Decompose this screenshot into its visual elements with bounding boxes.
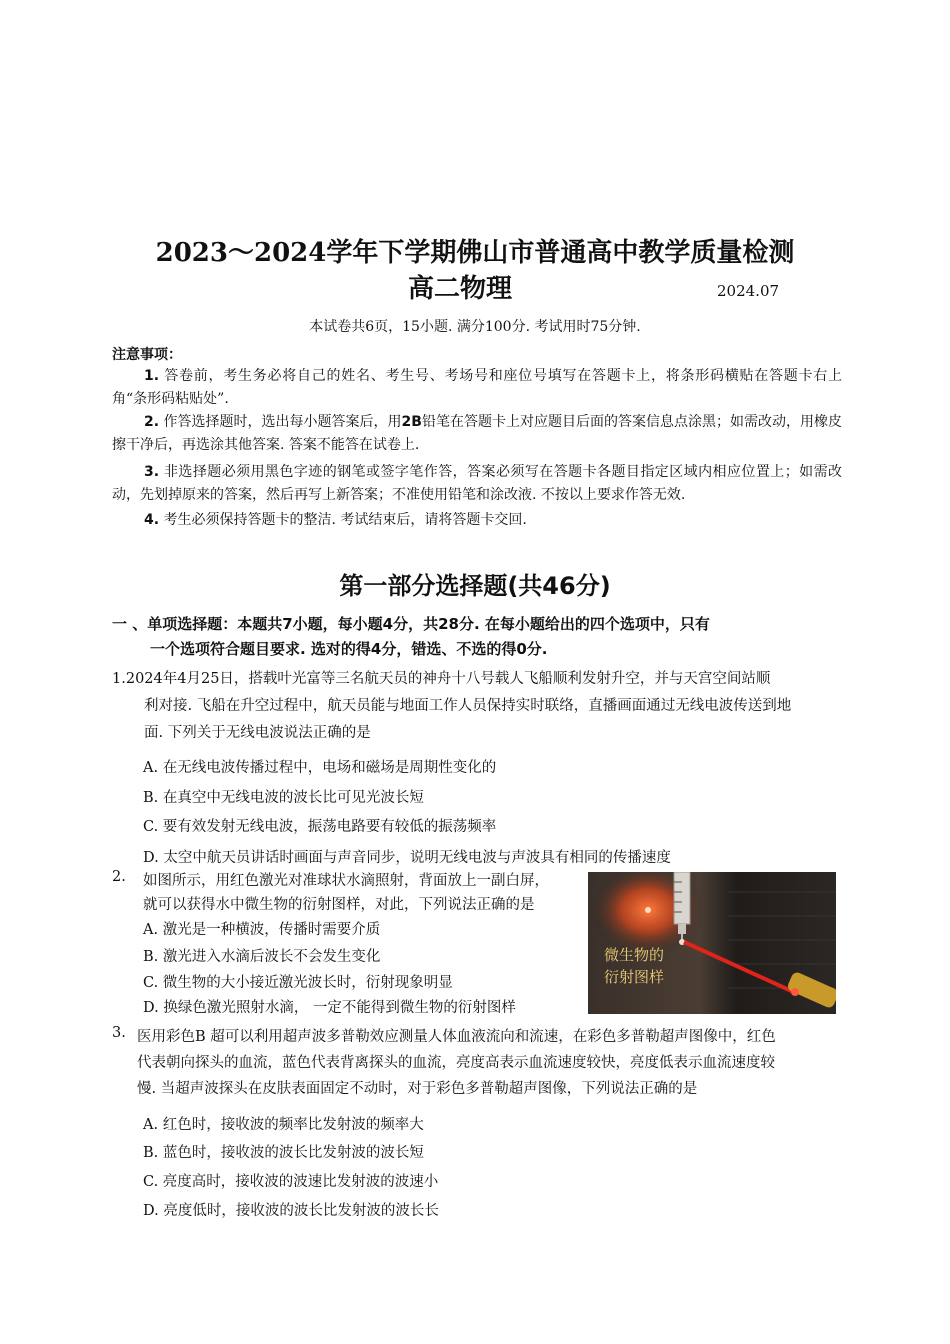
notice-item-4: [112, 509, 842, 532]
subject-title: 高二物理: [408, 274, 513, 304]
diffraction-photo: [588, 872, 836, 1014]
part1-title: 第一部分选择题(共46分): [339, 572, 611, 600]
q3-option-d: D. 亮度低时，接收波的波长比发射波的波长长: [143, 1203, 439, 1219]
q1-option-c: C. 要有效发射无线电波，振荡电路要有较低的振荡频率: [143, 819, 497, 835]
part1-instruction: [112, 612, 842, 662]
exam-intro: 本试卷共6页，15小题. 满分100分. 考试用时75分钟.: [309, 319, 641, 335]
question-text: 利对接. 飞船在升空过程中，航天员能与地面工作人员保持实时联络，直播画面通过无线电波传送到地: [144, 698, 792, 714]
q2-option-a: A. 激光是一种横波，传播时需要介质: [143, 922, 381, 938]
exam-date: 2024.07: [717, 282, 780, 300]
notice-item-1: [112, 365, 842, 411]
q3-option-c: C. 亮度高时，接收波的波速比发射波的波速小: [143, 1174, 439, 1190]
question-2-line-2: 就可以获得水中微生物的衍射图样，对此，下列说法正确的是: [143, 897, 535, 913]
question-2-line-1: 如图所示，用红色激光对准球状水滴照射，背面放上一副白屏，: [143, 873, 549, 889]
q1-option-b: B. 在真空中无线电波的波长比可见光波长短: [143, 790, 424, 806]
q2-option-d: D. 换绿色激光照射水滴， 一定不能得到微生物的衍射图样: [143, 1000, 516, 1016]
diffraction-photo-illustration: [588, 872, 836, 1014]
instruction-line-1: 一 、单项选择题：本题共7小题，每小题4分，共28分. 在每小题给出的四个选项中，只有: [112, 615, 710, 633]
notice-item-3: [112, 461, 842, 507]
question-3-line-3: 慢. 当超声波探头在皮肤表面固定不动时，对于彩色多普勒超声图像，下列说法正确的是: [137, 1081, 698, 1097]
question-text: 面. 下列关于无线电波说法正确的是: [144, 725, 371, 741]
question-2-number: 2.: [112, 869, 126, 885]
instruction-line-2: 一个选项符合题目要求. 选对的得4分，错选、不选的得0分.: [150, 640, 548, 658]
notice-item-num: 4.: [144, 512, 160, 528]
photo-caption-line-2: 衍射图样: [604, 968, 665, 986]
photo-caption-line-1: 微生物的: [604, 946, 665, 964]
q3-option-b: B. 蓝色时，接收波的波长比发射波的波长短: [143, 1145, 424, 1161]
question-text: 2024年4月25日，搭载叶光富等三名航天员的神舟十八号载人飞船顺利发射升空，并与天宫空间站顺: [125, 671, 771, 687]
photo-caption: [604, 944, 664, 988]
notice-item-2: [112, 411, 842, 457]
q2-option-b: B. 激光进入水滴后波长不会发生变化: [143, 949, 381, 965]
exam-title: 2023～2024学年下学期佛山市普通高中教学质量检测: [155, 238, 795, 268]
question-number: 1.: [112, 671, 126, 687]
q3-option-a: A. 红色时，接收波的频率比发射波的频率大: [143, 1117, 424, 1133]
notice-item-num: 2.: [144, 414, 160, 430]
notice-item-text: 考生必须保持答题卡的整洁. 考试结束后，请将答题卡交回.: [163, 512, 527, 528]
q2-option-c: C. 微生物的大小接近激光波长时，衍射现象明显: [143, 975, 453, 991]
notice-item-num: 3.: [144, 464, 160, 480]
notice-heading: 注意事项：: [112, 347, 182, 363]
notice-item-text: 非选择题必须用黑色字迹的钢笔或签字笔作答，答案必须写在答题卡各题目指定区域内相应位置上；如需改动，先划掉原来的答案，然后再写上新答案；不准使用铅笔和涂改液. 不按以上要求作答无效.: [112, 464, 842, 503]
question-1: [112, 666, 842, 747]
notice-item-text: 铅笔在答题卡上对应题目后面的答案信息点涂黑；如需改动，用橡皮擦干净后，再选涂其他答案. 答案不能答在试卷上.: [112, 414, 843, 453]
question-3-number: 3.: [112, 1025, 126, 1041]
notice-item-text: 作答选择题时，选出每小题答案后，用: [163, 414, 402, 430]
q1-option-a: A. 在无线电波传播过程中，电场和磁场是周期性变化的: [143, 760, 497, 776]
notice-item-text: 答卷前，考生务必将自己的姓名、考生号、考场号和座位号填写在答题卡上，将条形码横贴在答题卡右上角“条形码粘贴处”.: [112, 368, 842, 407]
question-3-line-1: 医用彩色B 超可以利用超声波多普勒效应测量人体血液流向和流速，在彩色多普勒超声图像中，红色: [137, 1029, 776, 1045]
question-3-line-2: 代表朝向探头的血流，蓝色代表背离探头的血流，亮度高表示血流速度较快，亮度低表示血流速度较: [137, 1055, 775, 1071]
q1-option-d: D. 太空中航天员讲话时画面与声音同步，说明无线电波与声波具有相同的传播速度: [143, 850, 671, 866]
notice-item-num: 1.: [144, 368, 160, 384]
notice-item-bold: 2B: [401, 414, 422, 430]
